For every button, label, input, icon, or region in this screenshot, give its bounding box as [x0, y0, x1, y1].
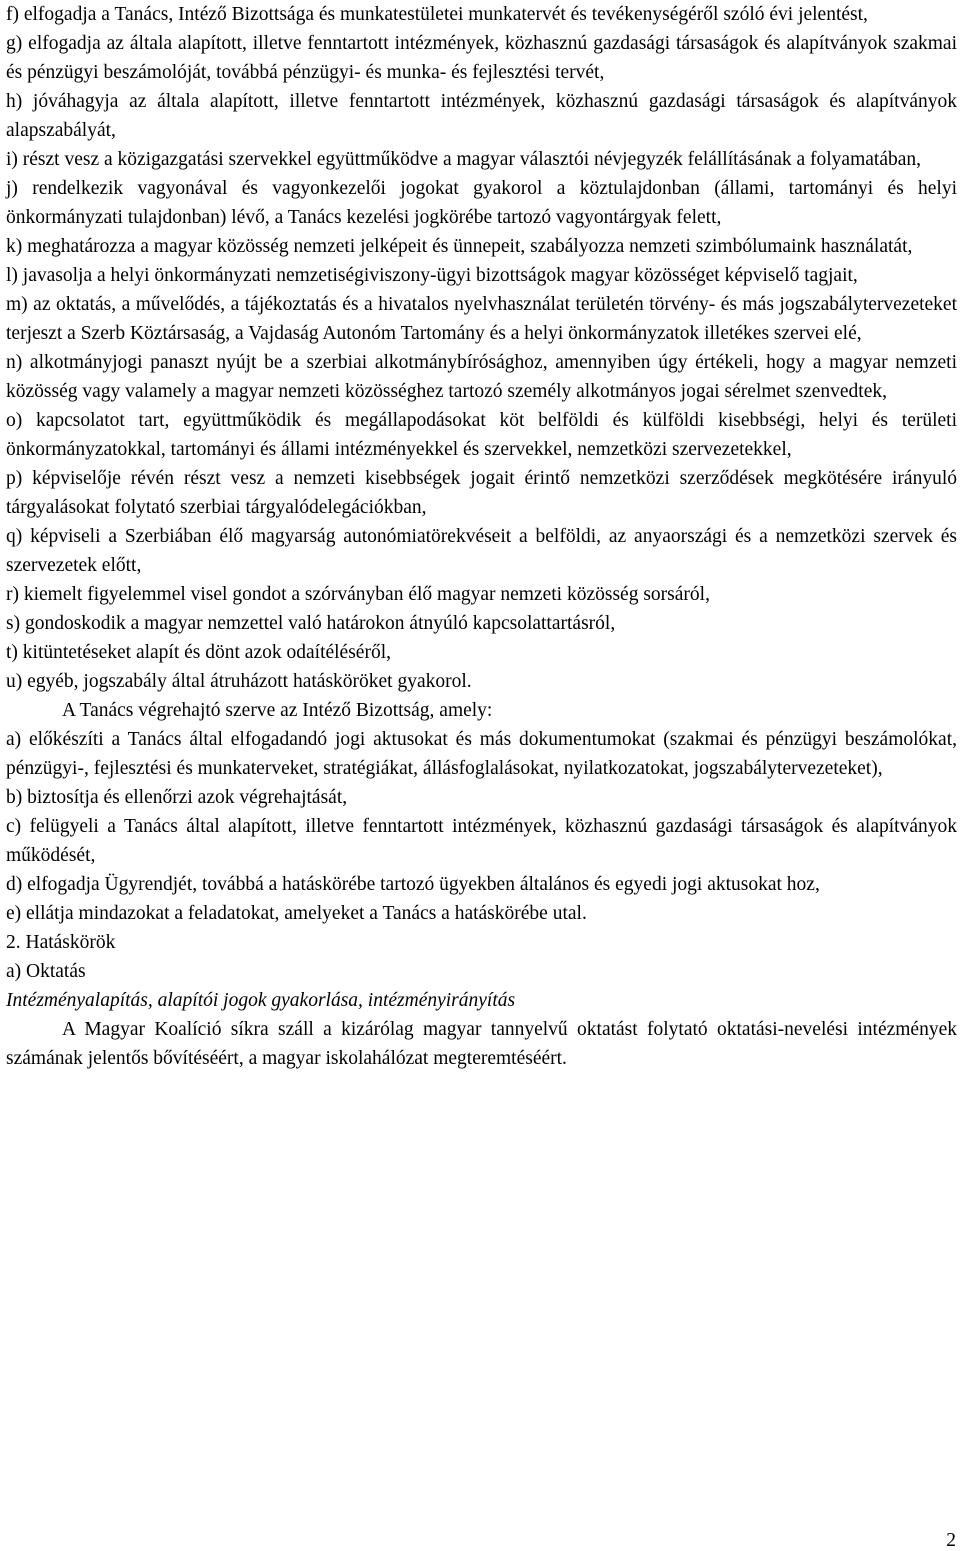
closing-paragraph: A Magyar Koalíció síkra száll a kizárólag magyar tannyelvű oktatást folytató oktatási-nevelési intézmények számának jelentős bővítéséért, a magyar iskolahálózat megteremtéséért.: [6, 1019, 957, 1069]
list-item-p: p) képviselője révén részt vesz a nemzeti kisebbségek jogait érintő nemzetközi szerződések megkötésére irányuló tárgyalásokat folytató szerbiai tárgyalódelegációkban,: [6, 468, 957, 518]
document-page: [6, 0, 957, 1073]
list-item-s: s) gondoskodik a magyar nemzettel való határokon átnyúló kapcsolattartásról,: [6, 613, 616, 634]
italic-heading: Intézményalapítás, alapítói jogok gyakorlása, intézményirányítás: [6, 990, 516, 1011]
list-item-l: l) javasolja a helyi önkormányzati nemzetiségiviszony-ügyi bizottságok magyar közösséget képviselő tagjait,: [6, 265, 858, 286]
list-item-k: k) meghatározza a magyar közösség nemzeti jelképeit és ünnepeit, szabályozza nemzeti szimbólumaink használatát,: [6, 236, 913, 257]
document-body: [6, 0, 957, 1073]
list-item-q: q) képviseli a Szerbiában élő magyarság autonómiatörekvéseit a belföldi, az anyaországi és a nemzetközi szervek és szervezetek előtt,: [6, 526, 957, 576]
executive-intro: A Tanács végrehajtó szerve az Intéző Bizottság, amely:: [62, 700, 493, 721]
exec-item-c: c) felügyeli a Tanács által alapított, illetve fenntartott intézmények, közhasznú gazdasági társaságok és alapítványok működését,: [6, 816, 957, 866]
list-item-i: i) részt vesz a közigazgatási szervekkel együttműködve a magyar választói névjegyzék felállításának a folyamatában,: [6, 149, 922, 170]
exec-item-d: d) elfogadja Ügyrendjét, továbbá a hatáskörébe tartozó ügyekben általános és egyedi jogi aktusokat hoz,: [6, 874, 820, 895]
list-item-f: f) elfogadja a Tanács, Intéző Bizottsága és munkatestületei munkatervét és tevékenységéről szóló évi jelentést,: [6, 4, 868, 25]
council-powers-list: [6, 0, 957, 696]
list-item-j: j) rendelkezik vagyonával és vagyonkezelői jogokat gyakorol a köztulajdonban (állami, tartományi és helyi önkormányzati tulajdonban) lévő, a Tanács kezelési jogkörébe tartozó vagyontárgyak felett,: [6, 178, 957, 228]
list-item-m: m) az oktatás, a művelődés, a tájékoztatás és a hivatalos nyelvhasználat területén törvény- és más jogszabálytervezeteket terjeszt a Szerb Köztársaság, a Vajdaság Autonóm Tartomány és a helyi önkormányzatok illetékes szervei elé,: [6, 294, 957, 344]
exec-item-b: b) biztosítja és ellenőrzi azok végrehajtását,: [6, 787, 348, 808]
list-item-o: o) kapcsolatot tart, együttműködik és megállapodásokat köt belföldi és külföldi kisebbségi, helyi és területi önkormányzatokkal, tartományi és állami intézményekkel és szervekkel, nemzetközi szervezetekkel,: [6, 410, 957, 460]
subsection-heading: a) Oktatás: [6, 961, 86, 982]
list-item-n: n) alkotmányjogi panaszt nyújt be a szerbiai alkotmánybírósághoz, amennyiben úgy értékeli, hogy a magyar nemzeti közösség vagy valamely a magyar nemzeti közösséghez tartozó személy alkotmányos jogai sérelmet szenvedtek,: [6, 352, 957, 402]
list-item-t: t) kitüntetéseket alapít és dönt azok odaítéléséről,: [6, 642, 391, 663]
list-item-u: u) egyéb, jogszabály által átruházott hatásköröket gyakorol.: [6, 671, 472, 692]
section-heading: 2. Hatáskörök: [6, 932, 116, 953]
list-item-h: h) jóváhagyja az általa alapított, illetve fenntartott intézmények, közhasznú gazdasági társaságok és alapítványok alapszabályát,: [6, 91, 957, 141]
list-item-g: g) elfogadja az általa alapított, illetve fenntartott intézmények, közhasznú gazdasági társaságok és alapítványok szakmai és pénzügyi beszámolóját, továbbá pénzügyi- és munka- és fejlesztési tervét,: [6, 33, 957, 83]
executive-powers-list: [6, 725, 957, 928]
exec-item-a: a) előkészíti a Tanács által elfogadandó jogi aktusokat és más dokumentumokat (szakmai és pénzügyi beszámolókat, pénzügyi-, fejlesztési és munkaterveket, stratégiákat, állásfoglalásokat, nyilatkozatokat, jogszabálytervezeteket),: [6, 729, 957, 779]
exec-item-e: e) ellátja mindazokat a feladatokat, amelyeket a Tanács a hatáskörébe utal.: [6, 903, 587, 924]
list-item-r: r) kiemelt figyelemmel visel gondot a szórványban élő magyar nemzeti közösség sorsáról,: [6, 584, 710, 605]
page-number: 2: [946, 1530, 956, 1551]
